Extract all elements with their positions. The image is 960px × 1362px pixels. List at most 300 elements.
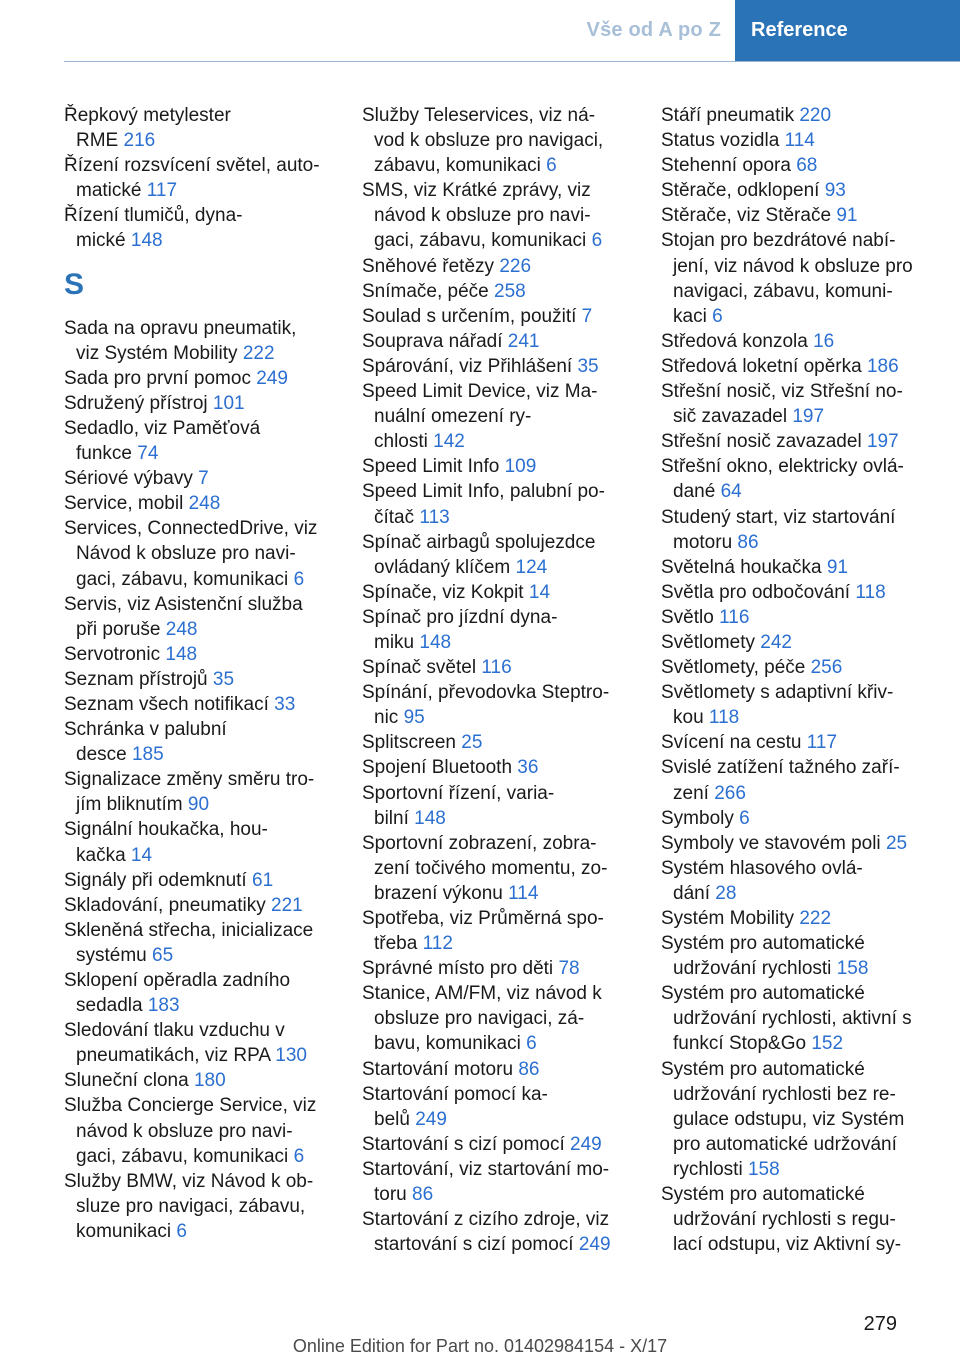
index-entry-text: dání [673, 882, 710, 904]
index-entry-text: Správné místo pro děti [362, 958, 554, 980]
index-entry [64, 1068, 334, 1093]
page-reference-link[interactable]: 197 [866, 431, 899, 453]
index-letter-heading: S [64, 267, 85, 301]
index-entry-text: kačka [76, 844, 126, 866]
index-entry-text: bilní [374, 807, 409, 829]
index-entry [362, 379, 632, 454]
page-reference-link[interactable]: 114 [508, 882, 539, 904]
page-reference-link[interactable]: 116 [719, 606, 750, 628]
index-entry-text: motoru [673, 531, 733, 553]
index-entry-text: Řízení rozsvícení světel, auto- [64, 155, 320, 177]
index-entry-text: Řízení tlumičů, dyna- [64, 205, 243, 227]
index-entry [64, 893, 334, 918]
index-entry-text: Světla pro odbočování [661, 581, 851, 603]
index-entry-text: nic [374, 707, 399, 729]
index-entry-text: Studený start, viz startování [661, 506, 896, 528]
index-entry-text: Středová loketní opěrka [661, 355, 862, 377]
page-reference-link[interactable]: 65 [152, 944, 174, 966]
index-entry-text: miku [374, 631, 415, 653]
index-entry-text: matické [76, 180, 142, 202]
index-entry [661, 831, 931, 856]
index-entry [362, 755, 632, 780]
index-entry-text: pro automatické udržování [673, 1133, 897, 1155]
index-entry-text: Světlo [661, 606, 714, 628]
index-entry-text: Systém pro automatické [661, 933, 865, 955]
page-header [0, 0, 960, 62]
index-entry-text: nuální omezení ry- [374, 406, 532, 428]
page-reference-link[interactable]: 180 [193, 1070, 226, 1092]
index-entry-text: Systém Mobility [661, 908, 795, 929]
index-entry-text: udržování rychlosti s regu- [673, 1209, 896, 1231]
index-entry [64, 717, 334, 767]
index-entry [362, 956, 632, 981]
page-reference-link[interactable]: 91 [826, 556, 848, 578]
index-entry [362, 178, 632, 253]
index-entry-text: navigaci, zábavu, komuni- [673, 280, 893, 302]
index-entry-text: Systém pro automatické [661, 1058, 865, 1080]
page-number: 279 [863, 1313, 897, 1335]
index-entry-text: Speed Limit Info, palubní po- [362, 481, 605, 503]
index-entry-text: Souprava nářadí [362, 330, 503, 352]
page-reference-link[interactable]: 35 [212, 668, 235, 690]
index-entry-text: Stehenní opora [661, 155, 791, 177]
index-entry-text: Stěrače, viz Stěrače [661, 205, 832, 227]
page-reference-link[interactable]: 6 [293, 568, 305, 590]
index-entry-text: udržování rychlosti [673, 958, 832, 980]
index-entry [64, 153, 334, 203]
index-entry-text: Světelná houkačka [661, 556, 822, 578]
page-reference-link[interactable]: 222 [799, 908, 832, 929]
index-entry-text: Sada pro první pomoc [64, 367, 251, 389]
page-reference-link[interactable]: 28 [715, 882, 737, 904]
page-reference-link[interactable]: 6 [591, 230, 603, 252]
index-entry [661, 806, 931, 831]
page-reference-link[interactable]: 241 [507, 330, 540, 352]
index-entry [64, 868, 334, 893]
page-reference-link[interactable]: 95 [403, 707, 425, 729]
index-entry-text: Status vozidla [661, 130, 780, 152]
index-entry-text: belů [374, 1108, 410, 1130]
index-entry-text: Spínač pro jízdní dyna- [362, 606, 558, 628]
index-entry [661, 856, 931, 906]
index-entry-text: Střešní okno, elektricky ovlá- [661, 456, 904, 478]
index-entry [661, 103, 931, 128]
index-entry [661, 906, 931, 931]
index-entry-text: jení, viz návod k obsluze pro [673, 255, 913, 277]
index-entry-text: zení [673, 782, 709, 804]
index-entry [362, 655, 632, 680]
index-entry-text: bavu, komunikaci [374, 1033, 521, 1055]
index-entry-text: Systém hlasového ovlá- [661, 857, 863, 879]
page-reference-link[interactable]: 6 [526, 1033, 537, 1055]
index-entry-text: Startování motoru [362, 1058, 514, 1080]
page-reference-link[interactable]: 116 [481, 657, 512, 679]
index-entry [362, 781, 632, 831]
index-entry-text: Střešní nosič zavazadel [661, 431, 862, 453]
page-reference-link[interactable]: 258 [494, 280, 526, 302]
page-reference-link[interactable]: 64 [720, 481, 742, 503]
index-entry [661, 329, 931, 354]
page-reference-link[interactable]: 78 [558, 958, 580, 980]
index-entry-text: Střešní nosič, viz Střešní no- [661, 381, 903, 403]
page-reference-link[interactable]: 113 [419, 506, 450, 528]
index-entry-text: Stanice, AM/FM, viz návod k [362, 983, 602, 1005]
index-entry [64, 103, 334, 153]
page-reference-link[interactable]: 118 [708, 707, 740, 729]
index-entry-text: ovládaný klíčem [374, 556, 511, 578]
index-entry [661, 379, 931, 429]
index-entry [362, 831, 632, 906]
header-rule [64, 61, 960, 62]
index-entry-text: Řepkový metylester [64, 105, 231, 126]
index-entry-text: chlosti [374, 431, 428, 453]
page-reference-link[interactable]: 6 [293, 1145, 305, 1167]
index-entry [362, 1132, 632, 1157]
index-entry-text: Skladování, pneumatiky [64, 894, 266, 916]
page-reference-link[interactable]: 118 [855, 581, 886, 603]
page-reference-link[interactable]: 152 [811, 1033, 844, 1055]
index-entry [362, 981, 632, 1056]
index-entry [64, 692, 334, 717]
index-entry-text: Sklopení opěradla zadního [64, 970, 291, 991]
index-entry [64, 968, 334, 1018]
index-columns [64, 103, 944, 1273]
index-entry-text: viz Systém Mobility [76, 342, 238, 364]
index-entry-text: Sériové výbavy [64, 468, 193, 490]
index-entry-text: startování s cizí pomocí [374, 1234, 574, 1256]
page-reference-link[interactable]: 222 [242, 342, 275, 364]
index-entry-text: gaci, zábavu, komunikaci [76, 1145, 289, 1167]
index-entry-text: jím bliknutím [76, 794, 183, 816]
page-reference-link[interactable]: 130 [275, 1045, 307, 1067]
index-entry-text: Světlomety, péče [661, 657, 806, 679]
page-reference-link[interactable]: 158 [836, 958, 869, 980]
index-entry [64, 366, 334, 391]
index-entry-text: sedadla [76, 995, 143, 1017]
page-reference-link[interactable]: 148 [419, 631, 452, 653]
index-entry [362, 580, 632, 605]
index-entry-text: Servotronic [64, 643, 161, 665]
index-entry [661, 454, 931, 504]
page-reference-link[interactable]: 90 [187, 794, 210, 816]
page-reference-link[interactable]: 226 [499, 255, 532, 277]
chapter-tab: Reference [735, 0, 960, 61]
index-entry [64, 817, 334, 867]
index-entry [661, 580, 931, 605]
index-entry-text: Svislé zatížení tažného zaří- [661, 757, 900, 779]
page-reference-link[interactable]: 158 [747, 1158, 780, 1180]
index-entry-text: Návod k obsluze pro navi- [76, 543, 296, 565]
index-entry-text: Systém pro automatické [661, 1184, 865, 1206]
index-entry-text: Světlomety [661, 631, 755, 653]
index-entry-text: sič zavazadel [673, 406, 788, 428]
index-entry [64, 592, 334, 642]
index-entry-text: Světlomety s adaptivní křiv- [661, 682, 894, 704]
index-entry [64, 918, 334, 968]
index-entry [64, 491, 334, 516]
page-reference-link[interactable]: 33 [274, 693, 296, 715]
index-entry [661, 981, 931, 1056]
index-entry-text: Služby BMW, viz Návod k ob- [64, 1170, 314, 1192]
page-reference-link[interactable]: 249 [256, 367, 288, 389]
index-entry-text: Signály při odemknutí [64, 869, 247, 891]
page-reference-link[interactable]: 7 [581, 305, 593, 327]
index-entry-text: Startování pomocí ka- [362, 1083, 548, 1105]
index-entry-text: gaci, zábavu, komunikaci [76, 568, 289, 590]
index-entry [362, 530, 632, 580]
index-entry-text: SMS, viz Krátké zprávy, viz [362, 180, 591, 202]
index-entry [362, 103, 632, 178]
index-entry-text: Služba Concierge Service, viz [64, 1095, 317, 1117]
index-entry-text: rychlosti [673, 1158, 743, 1180]
index-entry [362, 680, 632, 730]
footer-edition-text: Online Edition for Part no. 01402984154 - X/17 [292, 1336, 668, 1356]
page-reference-link[interactable]: 248 [188, 493, 221, 515]
index-entry-text: Splitscreen [362, 732, 456, 754]
index-column-3 [661, 103, 931, 1257]
page-reference-link[interactable]: 6 [176, 1220, 187, 1242]
page-reference-link[interactable]: 36 [517, 757, 539, 779]
page-reference-link[interactable]: 148 [130, 230, 163, 252]
index-entry [362, 1057, 632, 1082]
page-reference-link[interactable]: 91 [836, 205, 858, 227]
index-entry-text: dané [673, 481, 716, 503]
index-entry [362, 1157, 632, 1207]
page-reference-link[interactable]: 6 [712, 305, 723, 327]
index-entry-text: kou [673, 707, 704, 729]
page-reference-link[interactable]: 256 [810, 657, 843, 679]
index-entry-text: Služby Teleservices, viz ná- [362, 105, 596, 126]
page-reference-link[interactable]: 220 [799, 105, 832, 126]
index-entry-text: obsluze pro navigaci, zá- [374, 1008, 585, 1030]
index-entry [362, 479, 632, 529]
index-entry [661, 228, 931, 328]
page-reference-link[interactable]: 249 [578, 1234, 611, 1256]
page-reference-link[interactable]: 61 [252, 869, 274, 891]
index-entry-text: gaci, zábavu, komunikaci [374, 230, 587, 252]
index-entry-text: Spotřeba, viz Průměrná spo- [362, 908, 604, 929]
page-reference-link[interactable]: 248 [165, 618, 198, 640]
index-entry-text: Sportovní zobrazení, zobra- [362, 832, 597, 854]
index-entry [362, 605, 632, 655]
page-reference-link[interactable]: 266 [714, 782, 746, 804]
index-entry [362, 454, 632, 479]
index-entry [64, 1018, 334, 1068]
index-entry [661, 429, 931, 454]
index-entry-text: při poruše [76, 618, 161, 640]
index-entry-text: Startování, viz startování mo- [362, 1158, 610, 1180]
index-entry-text: Sdružený přístroj [64, 392, 208, 414]
index-entry-text: lací odstupu, viz Aktivní sy- [673, 1234, 902, 1256]
index-entry [661, 354, 931, 379]
index-entry [64, 316, 334, 366]
page-reference-link[interactable]: 124 [515, 556, 548, 578]
index-entry-text: brazení výkonu [374, 882, 503, 904]
index-entry [362, 906, 632, 956]
index-entry-text: Startování z cizího zdroje, viz [362, 1209, 610, 1231]
page-reference-link[interactable]: 186 [866, 355, 899, 377]
index-entry [64, 642, 334, 667]
index-entry-text: Servis, viz Asistenční služba [64, 593, 303, 615]
page-reference-link[interactable]: 249 [415, 1108, 447, 1130]
index-entry-text: Stáří pneumatik [661, 105, 795, 126]
page-reference-link[interactable]: 142 [433, 431, 465, 453]
index-entry [64, 767, 334, 817]
page-reference-link[interactable]: 25 [885, 832, 908, 854]
index-entry-text: Signální houkačka, hou- [64, 819, 268, 841]
index-entry-text: funkce [76, 443, 132, 465]
index-entry-text: udržování rychlosti, aktivní s [673, 1008, 912, 1030]
index-entry [661, 153, 931, 178]
index-entry [661, 605, 931, 630]
index-entry [661, 1057, 931, 1182]
index-entry [661, 128, 931, 153]
index-entry [64, 416, 334, 466]
index-entry-text: pneumatikách, viz RPA [76, 1045, 270, 1067]
page-reference-link[interactable]: 148 [414, 807, 446, 829]
index-entry [362, 1082, 632, 1132]
index-entry-text: Středová konzola [661, 330, 808, 352]
index-entry-text: Spínač airbagů spolujezdce [362, 531, 596, 553]
index-entry [362, 279, 632, 304]
index-entry-text: kaci [673, 305, 707, 327]
page-reference-link[interactable]: 197 [792, 406, 825, 428]
index-entry-text: Spínání, převodovka Steptro- [362, 682, 610, 704]
page-reference-link[interactable]: 242 [760, 631, 792, 653]
index-entry-text: Stěrače, odklopení [661, 180, 820, 202]
index-entry-text: Svícení na cestu [661, 732, 802, 754]
index-entry [661, 178, 931, 203]
index-entry-text: Startování s cizí pomocí [362, 1133, 565, 1155]
page-reference-link[interactable]: 86 [737, 531, 759, 553]
index-entry-text: návod k obsluze pro navi- [76, 1120, 293, 1142]
index-entry [661, 555, 931, 580]
index-entry-text: systému [76, 944, 147, 966]
index-entry [661, 505, 931, 555]
index-entry-text: Systém pro automatické [661, 983, 865, 1005]
page-reference-link[interactable]: 185 [131, 744, 164, 766]
index-entry [661, 203, 931, 228]
index-entry [362, 304, 632, 329]
index-entry [64, 203, 334, 253]
index-entry [661, 680, 931, 730]
index-entry-text: mické [76, 230, 126, 252]
index-entry [661, 755, 931, 805]
index-entry [64, 1093, 334, 1168]
index-entry-text: desce [76, 744, 127, 766]
page-reference-link[interactable]: 148 [165, 643, 198, 665]
page-reference-link[interactable]: 14 [130, 844, 153, 866]
footer-edition [0, 1336, 960, 1357]
index-entry [661, 931, 931, 981]
index-entry-text: Spínač světel [362, 657, 477, 679]
index-entry-text: Sada na opravu pneumatik, [64, 317, 297, 339]
index-entry-text: Seznam přístrojů [64, 668, 208, 690]
index-entry [362, 254, 632, 279]
index-entry-text: Service, mobil [64, 493, 184, 515]
index-entry-text: toru [374, 1184, 407, 1206]
page-reference-link[interactable]: 101 [212, 392, 245, 414]
index-column-1 [64, 103, 334, 1244]
index-column-2 [362, 103, 632, 1257]
index-entry-text: sluze pro navigaci, zábavu, [76, 1195, 306, 1217]
index-entry-text: Services, ConnectedDrive, viz [64, 518, 318, 540]
index-entry [661, 630, 931, 655]
index-entry-text: Sedadlo, viz Paměťová [64, 417, 261, 439]
page-reference-link[interactable]: 216 [123, 130, 156, 152]
index-entry-text: Snímače, péče [362, 280, 489, 302]
page-reference-link[interactable]: 117 [806, 732, 838, 754]
page-reference-link[interactable]: 14 [528, 581, 551, 603]
index-entry [64, 391, 334, 416]
index-entry-text: Speed Limit Device, viz Ma- [362, 381, 598, 403]
index-entry [362, 354, 632, 379]
index-entry-text: Sportovní řízení, varia- [362, 782, 555, 804]
page-reference-link[interactable]: 6 [546, 155, 557, 177]
index-entry [362, 730, 632, 755]
page-reference-link[interactable]: 16 [813, 330, 835, 352]
index-entry [64, 667, 334, 692]
page-reference-link[interactable]: 86 [518, 1058, 540, 1080]
index-entry-text: Soulad s určením, použití [362, 305, 577, 327]
index-entry-text: udržování rychlosti bez re- [673, 1083, 896, 1105]
index-entry [661, 730, 931, 755]
index-entry-text: čítač [374, 506, 415, 528]
index-entry-text: Spárování, viz Přihlášení [362, 355, 573, 377]
page-reference-link[interactable]: 249 [570, 1133, 602, 1155]
index-entry [661, 1182, 931, 1257]
index-entry-text: Speed Limit Info [362, 456, 500, 478]
page-reference-link[interactable]: 93 [824, 180, 846, 202]
index-entry-text: vod k obsluze pro navigaci, [374, 130, 604, 152]
section-title: Vše od A po Z [586, 19, 721, 41]
index-entry [362, 329, 632, 354]
index-entry-text: funkcí Stop&Go [673, 1033, 807, 1055]
index-entry-text: Symboly [661, 807, 734, 829]
page-reference-link[interactable]: 86 [412, 1184, 434, 1206]
page-reference-link[interactable]: 35 [577, 355, 599, 377]
page-reference-link[interactable]: 6 [739, 807, 750, 829]
index-entry-text: RME [76, 130, 119, 152]
index-entry-text: Skleněná střecha, inicializace [64, 919, 314, 941]
index-entry-text: Signalizace změny směru tro- [64, 769, 315, 791]
index-entry-text: Sněhové řetězy [362, 255, 495, 277]
page-reference-link[interactable]: 183 [147, 995, 180, 1017]
index-entry [64, 516, 334, 591]
index-entry-text: Schránka v palubní [64, 719, 227, 741]
page-reference-link[interactable]: 7 [198, 468, 209, 490]
page-reference-link[interactable]: 25 [461, 732, 483, 754]
page-reference-link[interactable]: 68 [796, 155, 818, 177]
index-entry-text: Spojení Bluetooth [362, 757, 513, 779]
index-entry-text: Sluneční clona [64, 1070, 189, 1092]
index-entry-text: komunikaci [76, 1220, 172, 1242]
index-entry-text: Symboly ve stavovém poli [661, 832, 881, 854]
page-reference-link[interactable]: 221 [271, 894, 303, 916]
index-entry [362, 1207, 632, 1257]
index-entry-text: Seznam všech notifikací [64, 693, 269, 715]
page-reference-link[interactable]: 117 [146, 180, 178, 202]
index-entry-text: Stojan pro bezdrátové nabí- [661, 230, 896, 252]
page-reference-link[interactable]: 74 [137, 443, 159, 465]
index-entry [64, 1169, 334, 1244]
page-reference-link[interactable]: 112 [422, 933, 453, 955]
index-entry [64, 466, 334, 491]
index-entry-text: zábavu, komunikaci [374, 155, 541, 177]
index-entry [661, 655, 931, 680]
page-reference-link[interactable]: 114 [784, 130, 815, 152]
page-reference-link[interactable]: 109 [504, 456, 537, 478]
